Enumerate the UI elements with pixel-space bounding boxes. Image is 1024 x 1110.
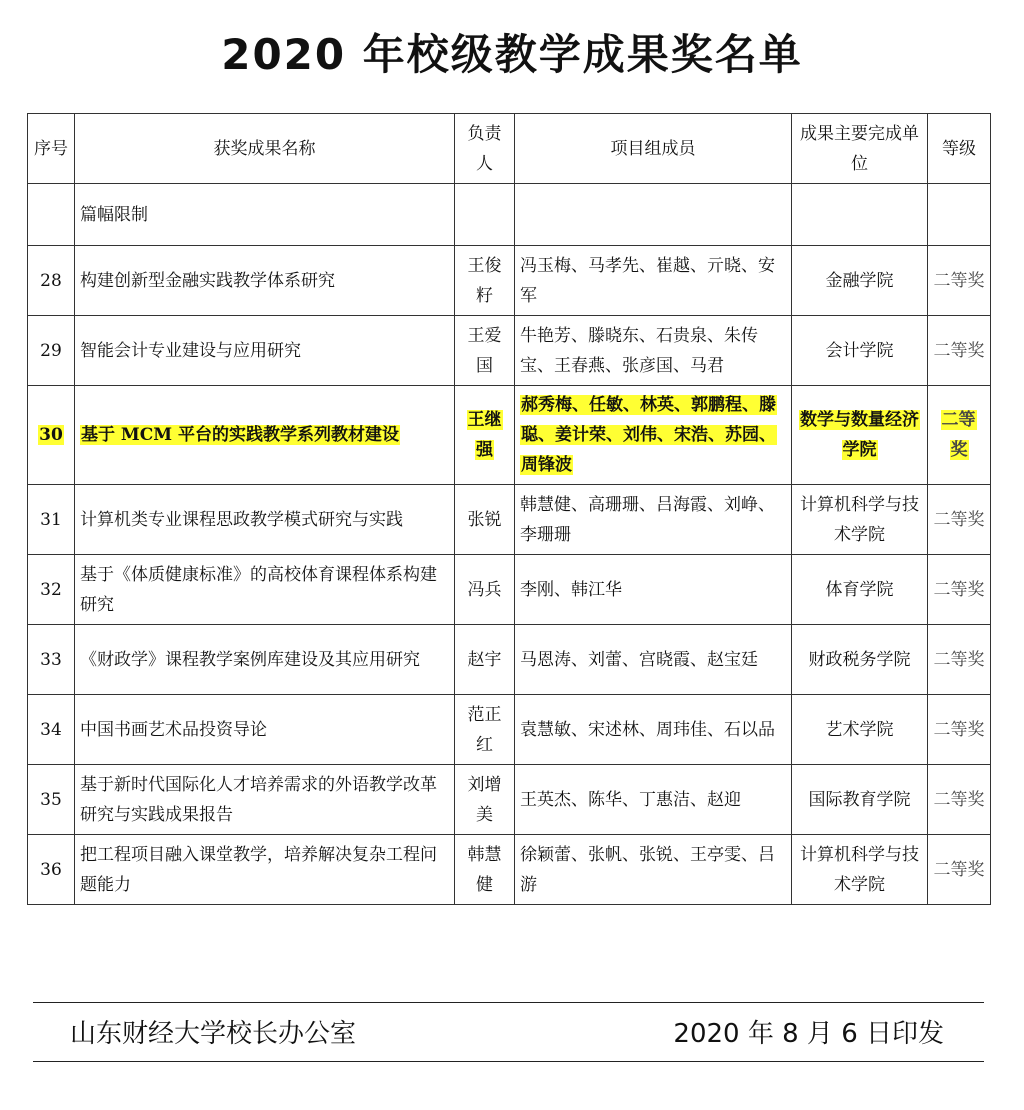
row-number: 31 [40, 509, 62, 530]
row-number: 32 [40, 579, 62, 600]
table-row [28, 555, 991, 625]
header-unit: 成果主要完成单位 [792, 114, 928, 184]
row-leader: 范正红 [467, 704, 502, 755]
row-level: 二等奖 [933, 579, 985, 600]
row-members: 牛艳芳、滕晓东、石贵泉、朱传宝、王春燕、张彦国、马君 [520, 325, 758, 376]
row-unit: 体育学院 [825, 579, 894, 600]
row-achievement-name: 智能会计专业建设与应用研究 [80, 340, 301, 361]
header-name: 获奖成果名称 [75, 114, 455, 184]
row-achievement-name: 《财政学》课程教学案例库建设及其应用研究 [80, 649, 420, 670]
row-unit: 数学与数量经济学院 [800, 410, 919, 460]
row-unit: 金融学院 [825, 270, 894, 291]
row-level: 二等奖 [933, 340, 985, 361]
row-number: 33 [40, 649, 62, 670]
header-lead: 负责人 [455, 114, 515, 184]
row-leader: 王俊籽 [467, 255, 502, 306]
header-level: 等级 [928, 114, 991, 184]
row-members: 王英杰、陈华、丁惠洁、赵迎 [520, 789, 741, 810]
row-level: 二等奖 [933, 859, 985, 880]
table-row [28, 316, 991, 386]
row-achievement-name: 基于《体质健康标准》的高校体育课程体系构建研究 [80, 564, 437, 615]
document-title: 2020 年校级教学成果奖名单 [221, 30, 803, 79]
row-achievement-name: 构建创新型金融实践教学体系研究 [80, 270, 335, 291]
row-unit: 会计学院 [825, 340, 894, 361]
row-achievement-name: 中国书画艺术品投资导论 [80, 719, 267, 740]
table-row [28, 246, 991, 316]
row-achievement-name: 基于新时代国际化人才培养需求的外语教学改革研究与实践成果报告 [80, 774, 437, 825]
footer-top-rule [33, 1002, 984, 1003]
note-text: 篇幅限制 [75, 184, 455, 246]
note-row [28, 184, 991, 246]
table-row [28, 695, 991, 765]
row-members: 袁慧敏、宋述林、周玮佳、石以品 [520, 719, 775, 740]
footer-bottom-rule [33, 1061, 984, 1062]
footer-date: 2020 年 8 月 6 日印发 [673, 1019, 944, 1049]
row-level: 二等奖 [933, 270, 985, 291]
row-unit: 财政税务学院 [808, 649, 911, 670]
row-unit: 国际教育学院 [808, 789, 911, 810]
row-members: 郝秀梅、任敏、林英、郭鹏程、滕聪、姜计荣、刘伟、宋浩、苏园、周锋波 [521, 395, 776, 475]
row-number: 29 [40, 340, 62, 361]
row-leader: 王继强 [467, 410, 502, 460]
row-achievement-name: 基于 MCM 平台的实践教学系列教材建设 [81, 425, 400, 445]
table-row [28, 835, 991, 905]
row-number: 30 [39, 425, 63, 445]
row-level: 二等奖 [933, 509, 985, 530]
row-number: 28 [40, 270, 62, 291]
row-leader: 韩慧健 [467, 844, 502, 895]
table-header-row [28, 114, 991, 184]
header-num: 序号 [28, 114, 75, 184]
row-number: 34 [40, 719, 62, 740]
row-members: 马恩涛、刘蕾、宫晓霞、赵宝廷 [520, 649, 758, 670]
footer-office: 山东财经大学校长办公室 [70, 1019, 357, 1049]
row-unit: 计算机科学与技术学院 [800, 494, 919, 545]
table-row [28, 765, 991, 835]
row-achievement-name: 把工程项目融入课堂教学，培养解决复杂工程问题能力 [80, 844, 437, 895]
row-leader: 王爱国 [467, 325, 502, 376]
table-row [28, 625, 991, 695]
row-leader: 赵宇 [467, 649, 502, 670]
table-row [28, 485, 991, 555]
table-row [28, 386, 991, 485]
row-level: 二等奖 [933, 719, 985, 740]
row-unit: 艺术学院 [825, 719, 894, 740]
header-members: 项目组成员 [515, 114, 792, 184]
row-level: 二等奖 [933, 789, 985, 810]
row-members: 徐颖蕾、张帆、张锐、王亭雯、吕游 [520, 844, 775, 895]
row-achievement-name: 计算机类专业课程思政教学模式研究与实践 [80, 509, 403, 530]
row-number: 35 [40, 789, 62, 810]
row-level: 二等奖 [941, 410, 976, 460]
row-leader: 冯兵 [467, 579, 502, 600]
row-members: 冯玉梅、马孝先、崔越、亓晓、安军 [520, 255, 775, 306]
awards-table [27, 113, 991, 905]
row-leader: 张锐 [467, 509, 502, 530]
row-level: 二等奖 [933, 649, 985, 670]
row-unit: 计算机科学与技术学院 [800, 844, 919, 895]
row-number: 36 [40, 859, 62, 880]
row-leader: 刘增美 [467, 774, 502, 825]
row-members: 李刚、韩江华 [520, 579, 622, 600]
row-members: 韩慧健、高珊珊、吕海霞、刘峥、李珊珊 [520, 494, 775, 545]
